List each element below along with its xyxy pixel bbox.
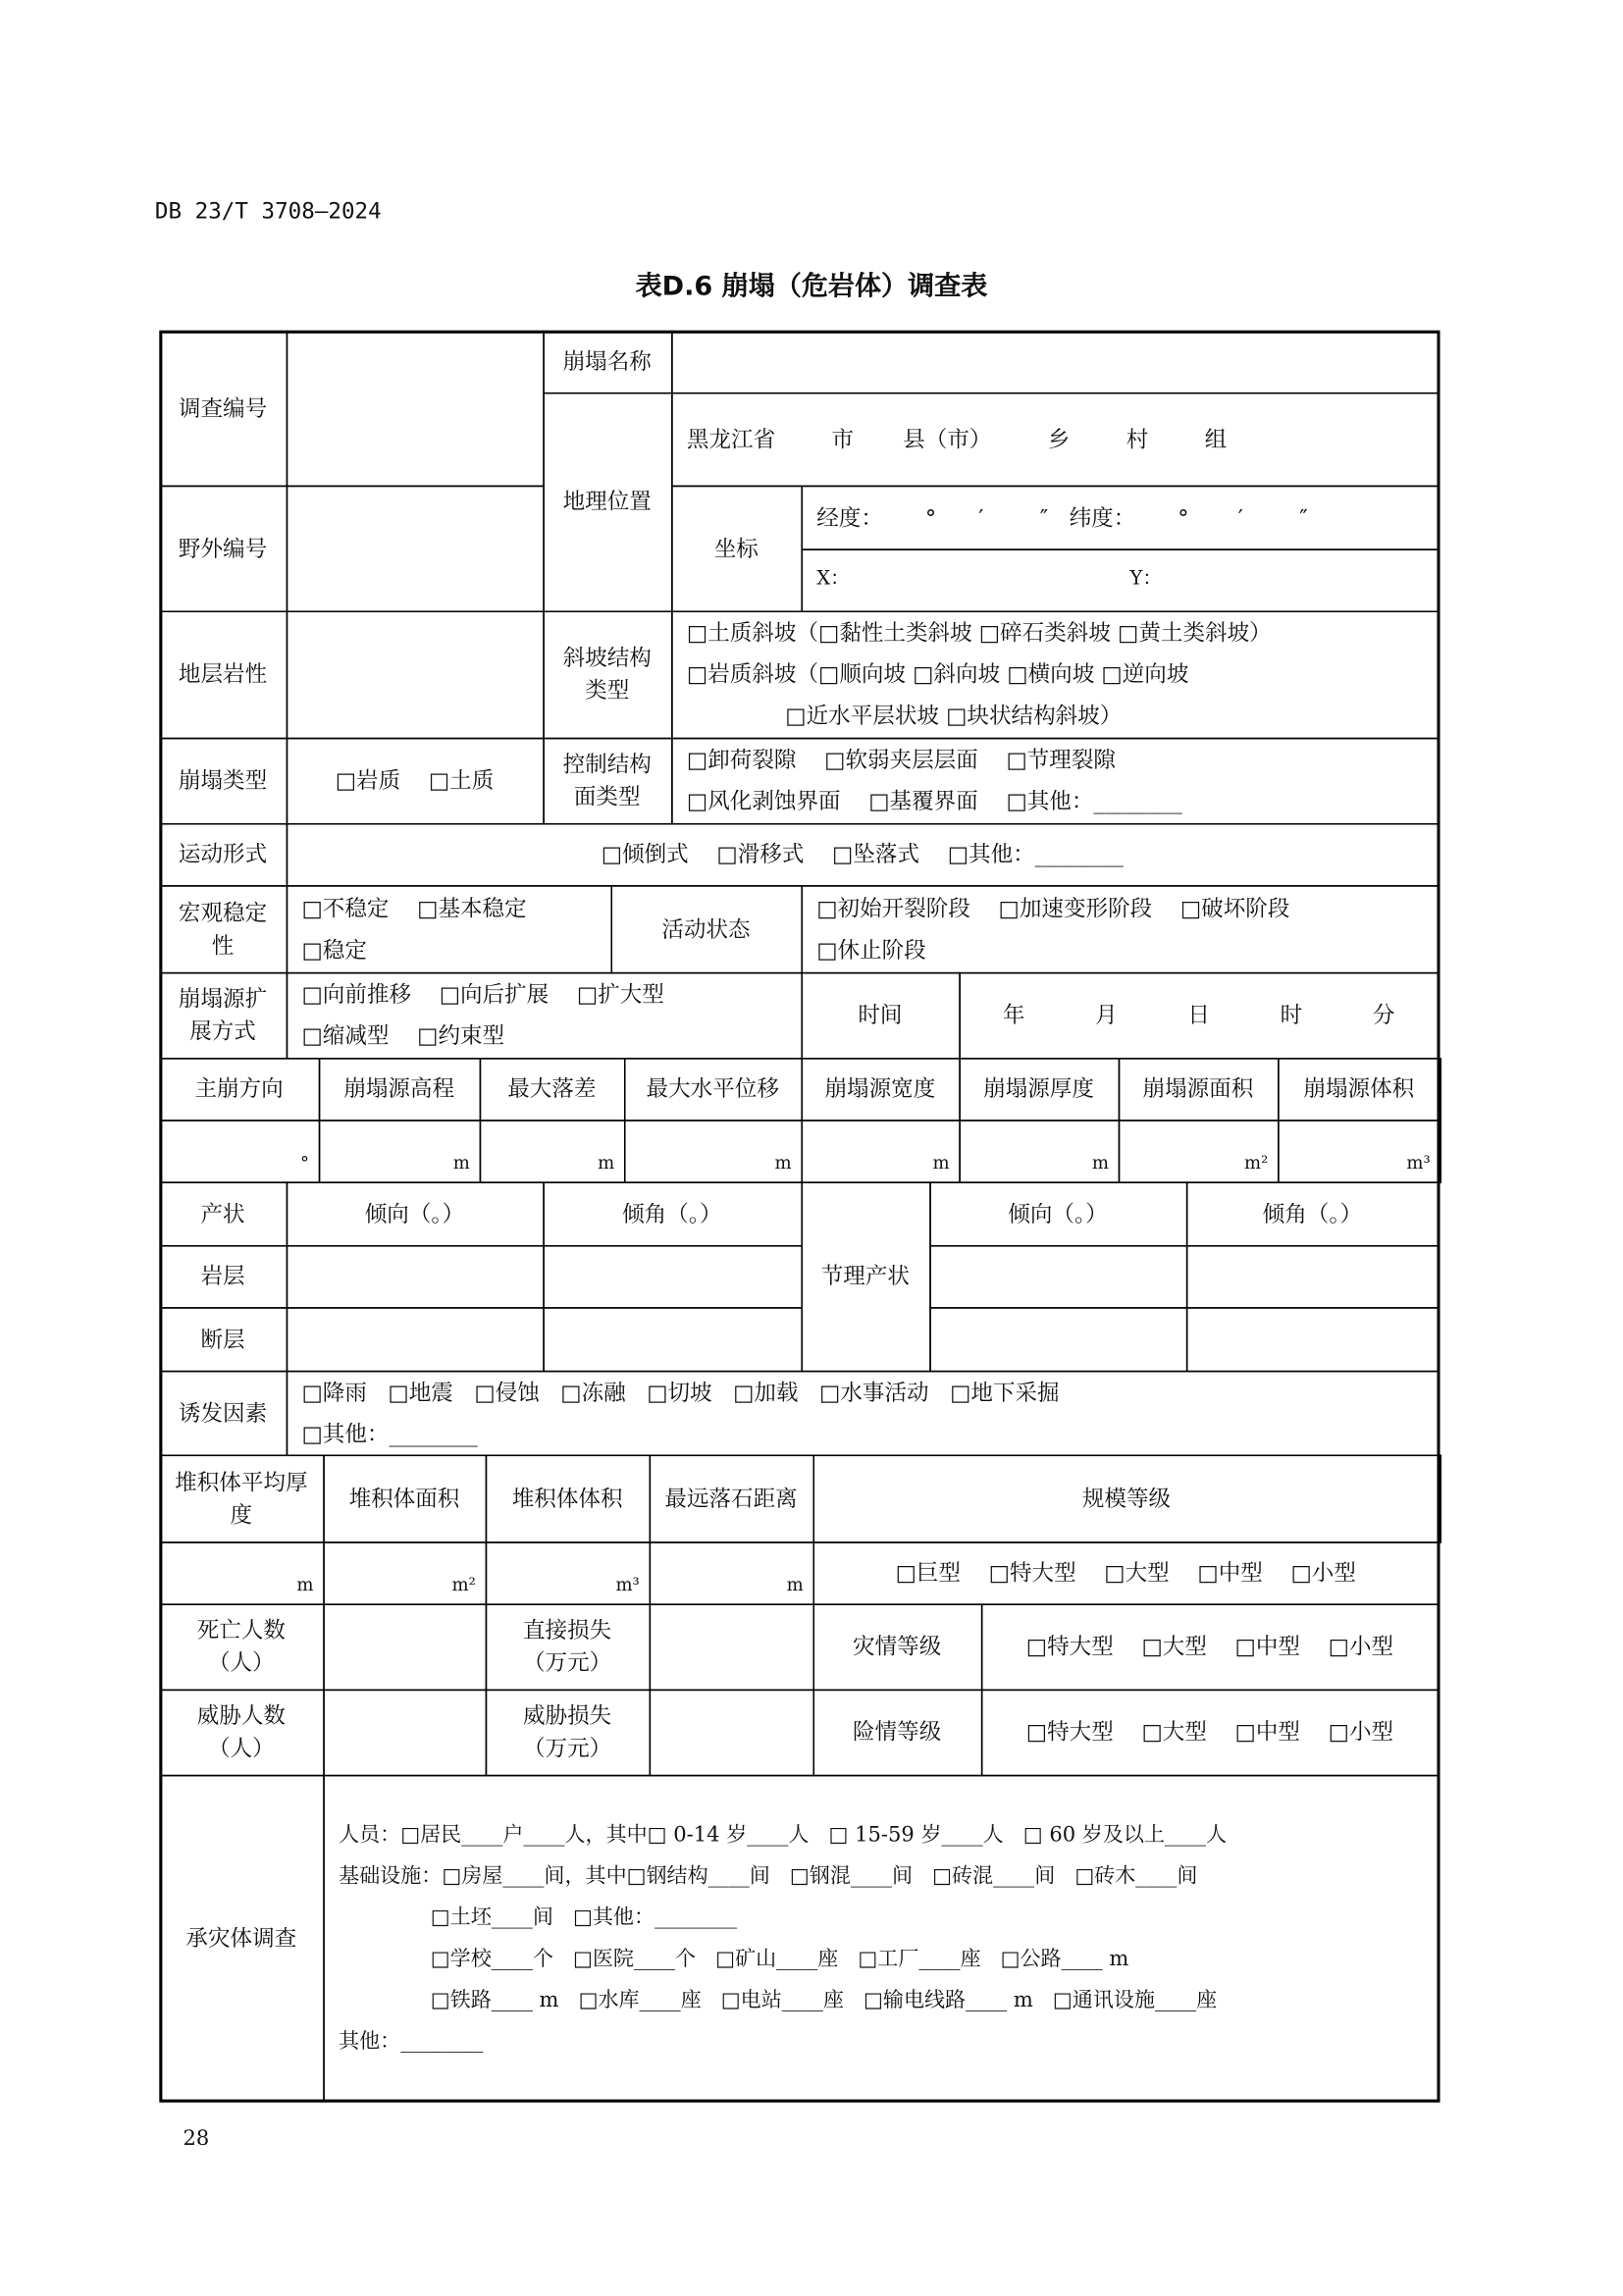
survey-no-value (286, 330, 544, 486)
slope-type-label: 斜坡结构类型 (543, 610, 672, 739)
activity-option-line1: □初始开裂阶段 □加速变形阶段 □破坏阶段 (816, 894, 1290, 921)
fault-dip-direction-value (286, 1306, 544, 1371)
table-title: 表D.6 崩塌（危岩体）调查表 (635, 271, 988, 303)
activity-option-line2: □休止阶段 (816, 936, 926, 964)
source-param-unit: m² (1118, 1119, 1279, 1182)
time-label: 时间 (801, 971, 960, 1059)
dip-direction-header: 倾向（。） (286, 1181, 544, 1246)
slope-option-soil: □土质斜坡（□黏性土类斜坡 □碎石类斜坡 □黄土类斜坡） (686, 619, 1272, 647)
time-value: 年 月 日 时 分 (959, 971, 1440, 1059)
exposure-infra-line2: □土坯____间 □其他：________ (339, 1905, 738, 1929)
joint-value-2a (929, 1306, 1187, 1371)
joint-value-2b (1185, 1306, 1440, 1371)
direct-loss-value (649, 1603, 813, 1691)
activity-options (801, 884, 1440, 972)
exposure-infra-line1: 基础设施：□房屋____间，其中□钢结构____间 □钢混____间 □砖混____间 □砖木____间 (339, 1863, 1198, 1888)
source-param-unit: m (959, 1119, 1120, 1182)
threat-loss-label: 威胁损失（万元） (485, 1689, 650, 1776)
exposure-details (323, 1774, 1440, 2102)
control-option-line1: □卸荷裂隙 □软弱夹层层面 □节理裂隙 (686, 746, 1116, 773)
attitude-label: 产状 (159, 1181, 288, 1246)
motion-options: □倾倒式 □滑移式 □坠落式 □其他：________ (286, 822, 1440, 886)
strata-label: 地层岩性 (159, 610, 288, 739)
expansion-label: 崩塌源扩展方式 (159, 971, 288, 1059)
rock-dip-angle-value (543, 1244, 803, 1308)
strata-value (286, 610, 544, 739)
source-param-unit: ° (159, 1119, 320, 1182)
slope-option-rock: □岩质斜坡（□顺向坡 □斜向坡 □横向坡 □逆向坡 (686, 660, 1189, 688)
slope-type-options (670, 610, 1439, 739)
source-param-unit: m (479, 1119, 625, 1182)
lng-lat-line: 经度： ° ′ ″ 纬度： ° ′ ″ (801, 485, 1440, 549)
fault-dip-angle-value (543, 1306, 803, 1371)
joint-attitude-label: 节理产状 (801, 1181, 930, 1372)
field-no-label: 野外编号 (159, 485, 288, 611)
deaths-value (323, 1603, 487, 1691)
expansion-option-line1: □向前推移 □向后扩展 □扩大型 (301, 980, 664, 1008)
deposit-header: 堆积体体积 (485, 1454, 650, 1542)
disaster-grade-label: 灾情等级 (812, 1603, 982, 1691)
joint-dip-direction-header: 倾向（。） (929, 1181, 1187, 1246)
geo-location-label: 地理位置 (543, 391, 672, 611)
stability-option-line2: □稳定 (301, 936, 367, 964)
address-line: 黑龙江省 市 县（市） 乡 村 组 (670, 391, 1439, 486)
exposure-other-line: 其他：________ (339, 2029, 484, 2054)
source-param-header: 最大落差 (479, 1057, 625, 1121)
collapse-type-options: □岩质 □土质 (286, 737, 544, 824)
source-param-header: 崩塌源宽度 (801, 1057, 960, 1121)
trigger-label: 诱发因素 (159, 1370, 288, 1455)
stability-options (286, 884, 611, 972)
motion-label: 运动形式 (159, 822, 288, 886)
source-param-unit: m³ (1277, 1119, 1440, 1182)
joint-dip-angle-header: 倾角（。） (1185, 1181, 1440, 1246)
source-param-header: 主崩方向 (159, 1057, 320, 1121)
source-param-unit: m (801, 1119, 960, 1182)
stability-label: 宏观稳定性 (159, 884, 288, 972)
source-param-header: 崩塌源体积 (1277, 1057, 1440, 1121)
expansion-option-line2: □缩减型 □约束型 (301, 1021, 505, 1050)
stability-option-line1: □不稳定 □基本稳定 (301, 894, 527, 921)
page-number: 28 (183, 2127, 210, 2152)
danger-grade-options: □特大型 □大型 □中型 □小型 (980, 1689, 1440, 1776)
source-param-header: 崩塌源高程 (318, 1057, 480, 1121)
source-param-header: 崩塌源面积 (1118, 1057, 1279, 1121)
exposure-label: 承灾体调查 (159, 1774, 324, 2102)
deposit-header: 堆积体面积 (323, 1454, 487, 1542)
xy-line: X： Y： (801, 548, 1440, 612)
joint-value-1b (1185, 1244, 1440, 1308)
exposure-people-line: 人员：□居民____户____人，其中□ 0-14 岁____人 □ 15-59 岁____人 □ 60 岁及以上____人 (339, 1822, 1228, 1847)
rock-layer-label: 岩层 (159, 1244, 288, 1308)
deposit-header: 规模等级 (812, 1454, 1441, 1542)
deposit-header: 最远落石距离 (649, 1454, 813, 1542)
disaster-grade-options: □特大型 □大型 □中型 □小型 (980, 1603, 1440, 1691)
dip-angle-header: 倾角（。） (543, 1181, 803, 1246)
exposure-infra-line4: □铁路____ m □水库____座 □电站____座 □输电线路____ m □通讯设施____座 (339, 1988, 1218, 2012)
slope-option-rock-cont: □近水平层状坡 □块状结构斜坡） (686, 702, 1123, 729)
deposit-unit: m² (323, 1541, 487, 1605)
activity-label: 活动状态 (610, 884, 802, 972)
direct-loss-label: 直接损失（万元） (485, 1603, 650, 1691)
trigger-options (286, 1370, 1440, 1455)
control-plane-label: 控制结构面类型 (543, 737, 672, 824)
survey-no-label: 调查编号 (159, 330, 288, 486)
trigger-option-line1: □降雨 □地震 □侵蚀 □冻融 □切坡 □加载 □水事活动 □地下采掘 (301, 1379, 1060, 1406)
threat-people-value (323, 1689, 487, 1776)
deposit-header: 堆积体平均厚度 (159, 1454, 324, 1542)
threat-loss-value (649, 1689, 813, 1776)
deposit-unit: m (159, 1541, 324, 1605)
scale-grade-options: □巨型 □特大型 □大型 □中型 □小型 (812, 1541, 1440, 1605)
danger-grade-label: 险情等级 (812, 1689, 982, 1776)
collapse-type-label: 崩塌类型 (159, 737, 288, 824)
deposit-unit: m (649, 1541, 813, 1605)
control-plane-options (670, 737, 1439, 824)
standard-number: DB 23/T 3708—2024 (154, 197, 382, 225)
deaths-label: 死亡人数（人） (159, 1603, 324, 1691)
threat-people-label: 威胁人数（人） (159, 1689, 324, 1776)
deposit-unit: m³ (485, 1541, 650, 1605)
source-param-header: 最大水平位移 (623, 1057, 802, 1121)
field-no-value (286, 485, 544, 611)
exposure-infra-line3: □学校____个 □医院____个 □矿山____座 □工厂____座 □公路____ m (339, 1947, 1129, 1971)
collapse-name-label: 崩塌名称 (543, 330, 672, 393)
source-param-unit: m (318, 1119, 480, 1182)
source-param-header: 崩塌源厚度 (959, 1057, 1120, 1121)
rock-dip-direction-value (286, 1244, 544, 1308)
control-option-line2: □风化剥蚀界面 □基覆界面 □其他：________ (686, 787, 1182, 814)
source-param-unit: m (623, 1119, 802, 1182)
joint-value-1a (929, 1244, 1187, 1308)
collapse-name-value (670, 330, 1439, 393)
expansion-options (286, 971, 802, 1059)
fault-label: 断层 (159, 1306, 288, 1371)
coord-label: 坐标 (670, 485, 802, 611)
trigger-option-line2: □其他：________ (301, 1420, 478, 1447)
